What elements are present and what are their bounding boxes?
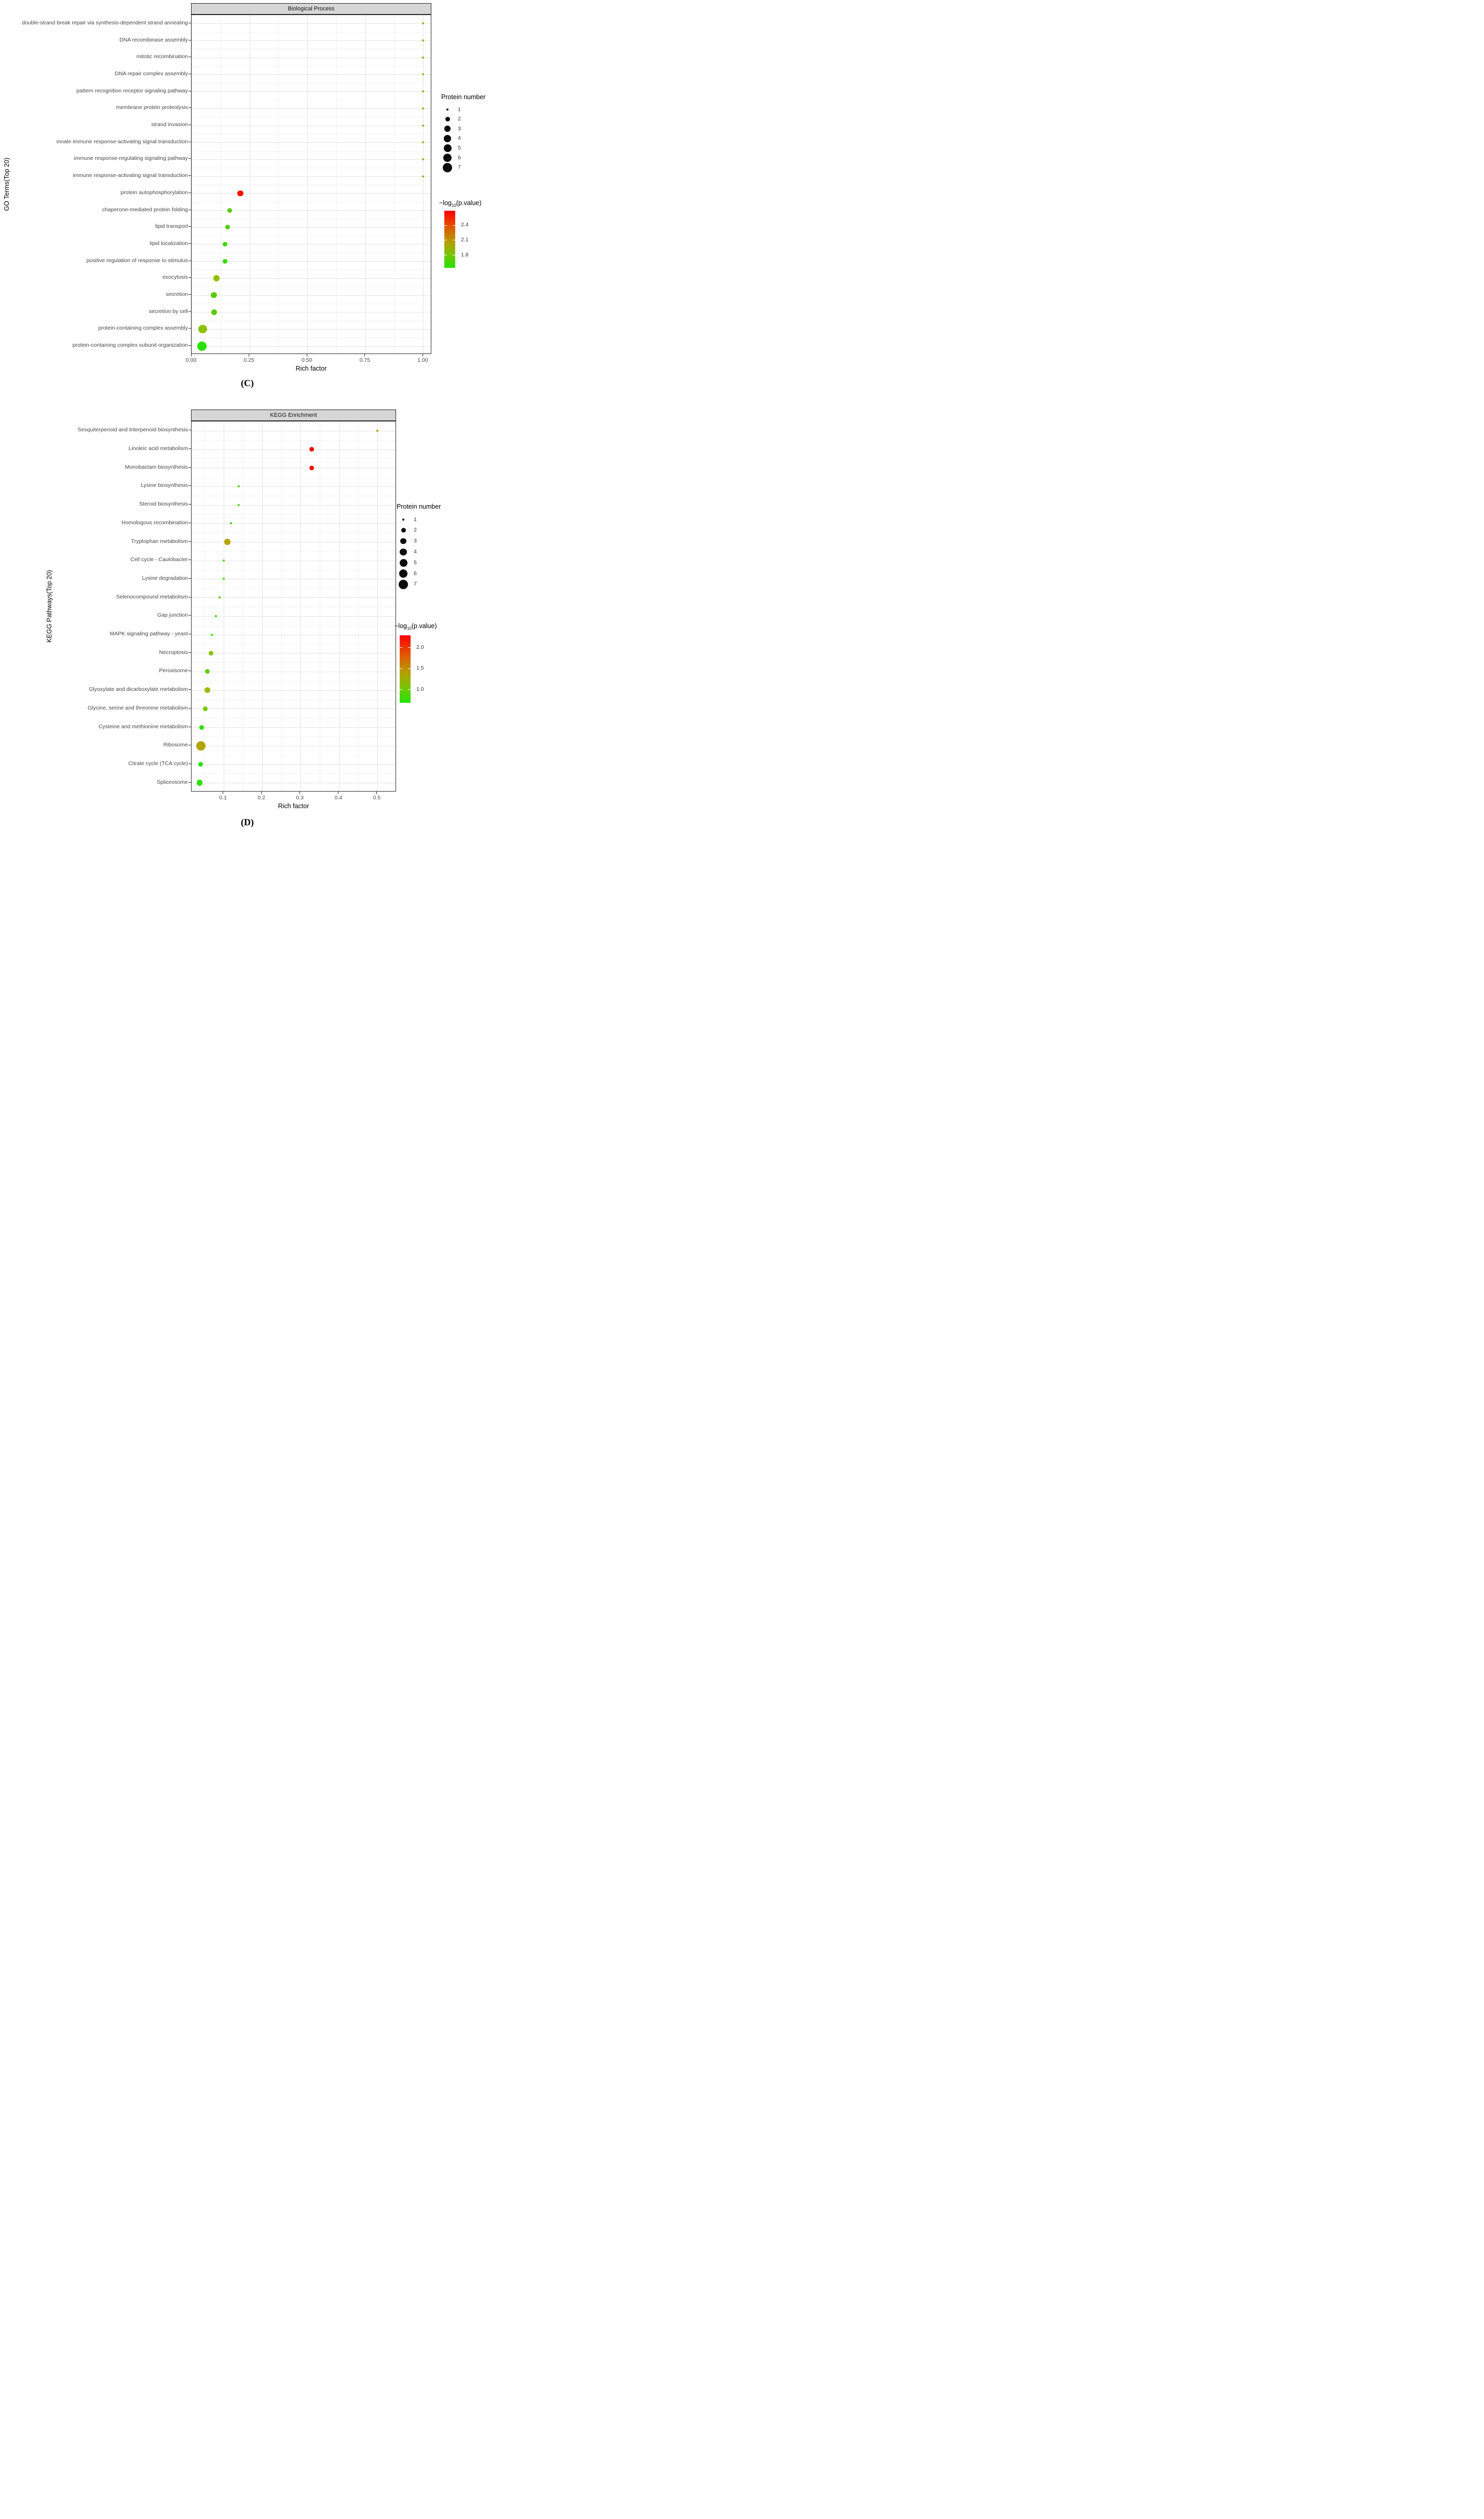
y-axis-label: positive regulation of response to stimulus (86, 257, 188, 264)
color-legend-tick (453, 225, 455, 226)
y-axis-label: protein-containing complex subunit organization (72, 342, 188, 349)
gridline (192, 505, 396, 506)
size-legend-dot (444, 144, 452, 152)
y-axis-label: innate immune response-activating signal transduction (56, 138, 188, 145)
y-axis-label: lipid transport (155, 223, 188, 230)
gridline (192, 151, 431, 152)
gridline (192, 295, 431, 296)
y-tick-mark (188, 485, 191, 486)
color-legend-tick-label: 1.8 (461, 251, 469, 258)
color-legend-tick (400, 647, 402, 648)
gridline (192, 773, 396, 774)
data-point (198, 325, 207, 334)
data-point (211, 292, 217, 298)
data-point (238, 504, 240, 506)
y-tick-mark (188, 328, 191, 329)
color-legend-title-sub: 10 (451, 203, 456, 208)
y-axis-label: Linoleic acid metabolism (128, 445, 188, 452)
size-legend-value: 1 (458, 106, 461, 113)
y-axis-label: Gap junction (157, 612, 188, 619)
gridline (192, 588, 396, 589)
data-point (230, 522, 232, 524)
size-legend-dot (446, 108, 448, 111)
y-axis-label: chaperone-mediated protein folding (102, 206, 188, 213)
y-axis-label: Monobactam biosynthesis (125, 464, 188, 470)
y-axis-label: mitotic recombination (136, 53, 188, 60)
color-legend-title-post: (p.value) (411, 622, 437, 630)
data-point (237, 190, 243, 197)
size-legend-value: 6 (414, 570, 417, 577)
data-point (309, 447, 314, 452)
y-tick-mark (188, 277, 191, 278)
y-axis-label: Glycine, serine and threonine metabolism (87, 704, 188, 711)
size-legend-dot (445, 117, 450, 121)
data-point (211, 309, 217, 316)
data-point (211, 634, 213, 636)
size-legend-value: 4 (414, 548, 417, 555)
x-tick-label: 1.00 (417, 357, 428, 363)
gridline (192, 100, 431, 101)
y-tick-mark (188, 243, 191, 244)
gridline (192, 32, 431, 33)
y-axis-label: Cell cycle - Caulobacter (130, 556, 188, 563)
y-tick-mark (188, 782, 191, 783)
gridline (192, 690, 396, 691)
x-tick-label: 0.25 (243, 357, 254, 363)
color-legend-tick-label: 2.0 (416, 644, 424, 650)
gridline (192, 514, 396, 515)
size-legend-dot (400, 559, 407, 567)
data-point (223, 560, 225, 562)
x-axis-title: Rich factor (278, 802, 309, 810)
y-axis-label: protein autophosphorylation (120, 189, 188, 196)
gridline (192, 625, 396, 626)
y-tick-mark (188, 578, 191, 579)
y-tick-mark (188, 467, 191, 468)
x-axis-title: Rich factor (295, 365, 327, 372)
data-point (422, 22, 424, 24)
facet-title: Biological Process (288, 6, 335, 12)
y-axis-label: Spliceosome (156, 779, 188, 785)
y-axis-label: Ribosome (163, 742, 188, 748)
size-legend-value: 2 (458, 116, 461, 122)
size-legend-value: 6 (458, 154, 461, 161)
y-axis-label: DNA recombinase assembly (119, 36, 188, 43)
y-tick-mark (188, 311, 191, 312)
data-point (422, 158, 424, 160)
data-point (215, 615, 217, 617)
color-gradient-bar (444, 211, 455, 268)
y-axis-label: strand invasion (151, 121, 188, 128)
y-tick-mark (188, 615, 191, 616)
data-point (197, 780, 203, 786)
x-tick-mark (191, 354, 192, 357)
data-point (376, 430, 378, 432)
y-axis-label: protein-containing complex assembly (98, 325, 188, 332)
gridline (192, 440, 396, 441)
gridline (192, 142, 431, 143)
enrichment-figure (0, 0, 495, 840)
gridline (192, 261, 431, 262)
color-legend-title-pre: −log (394, 622, 407, 630)
x-tick-label: 0.00 (185, 357, 197, 363)
data-point (422, 73, 424, 75)
data-point (213, 275, 220, 281)
y-axis-label: Citrate cycle (TCA cycle) (128, 760, 188, 767)
x-tick-label: 0.1 (219, 795, 227, 801)
y-axis-label: MAPK signaling pathway - yeast (110, 631, 188, 637)
size-legend-dot (400, 538, 406, 544)
data-point (205, 669, 210, 674)
y-tick-mark (188, 652, 191, 653)
data-point (422, 90, 424, 92)
x-tick-mark (261, 792, 262, 794)
panel-caption: (D) (241, 817, 254, 827)
size-legend-title: Protein number (397, 503, 441, 510)
facet-strip (191, 410, 396, 421)
panel-caption: (C) (241, 378, 254, 388)
y-axis-label: Steroid biosynthesis (139, 501, 188, 508)
data-point (196, 741, 206, 751)
color-legend-tick (444, 225, 447, 226)
facet-strip (191, 3, 431, 15)
data-point (422, 125, 424, 127)
data-point (422, 107, 424, 110)
x-tick-label: 0.3 (296, 795, 304, 801)
gridline (192, 458, 396, 459)
data-point (203, 706, 208, 711)
gridline (192, 108, 431, 109)
color-legend-title (394, 622, 437, 631)
size-legend-value: 7 (458, 164, 461, 171)
color-legend-title (439, 199, 482, 208)
plot-panel (191, 421, 396, 792)
y-tick-mark (188, 689, 191, 690)
x-tick-mark (299, 792, 300, 794)
color-legend-tick (408, 689, 411, 690)
data-point (309, 466, 314, 470)
size-legend-value: 1 (414, 516, 417, 523)
y-axis-label: Glyoxylate and dicarboxylate metabolism (89, 686, 188, 693)
y-tick-mark (188, 448, 191, 449)
gridline (192, 755, 396, 756)
gridline (192, 551, 396, 552)
data-point (422, 57, 424, 59)
gridline (192, 159, 431, 160)
gridline (192, 523, 396, 524)
data-point (238, 485, 240, 487)
size-legend-value: 2 (414, 527, 417, 534)
gridline (192, 74, 431, 75)
gridline (192, 346, 431, 347)
size-legend-dot (443, 163, 452, 172)
x-tick-label: 0.4 (334, 795, 343, 801)
data-point (223, 259, 227, 264)
y-axis-label: Tryptophan metabolism (131, 538, 188, 544)
x-tick-mark (364, 354, 365, 357)
y-axis-label: exocytosis (162, 274, 188, 281)
y-tick-mark (188, 107, 191, 108)
y-tick-mark (188, 226, 191, 227)
color-gradient-bar (400, 635, 411, 703)
color-legend-tick-label: 1.5 (416, 665, 424, 672)
size-legend-dot (401, 528, 406, 533)
gridline (192, 764, 396, 765)
y-axis-label: secretion by cell (148, 308, 188, 315)
gridline (192, 193, 431, 194)
y-axis-title: KEGG Pathways(Top 20) (46, 570, 53, 643)
plot-panel (191, 15, 431, 354)
gridline (192, 727, 396, 728)
facet-title: KEGG Enrichment (270, 412, 317, 418)
x-tick-label: 0.75 (359, 357, 371, 363)
data-point (223, 242, 227, 247)
data-point (223, 578, 225, 580)
color-legend-tick (408, 647, 411, 648)
size-legend-value: 4 (458, 135, 461, 142)
size-legend-value: 5 (458, 144, 461, 151)
y-tick-mark (188, 504, 191, 505)
x-tick-label: 0.50 (302, 357, 312, 363)
y-axis-label: Selenocompound metabolism (116, 593, 188, 600)
gridline (192, 91, 431, 92)
data-point (205, 687, 211, 693)
data-point (225, 225, 230, 229)
y-axis-label: Lysine degradation (142, 575, 188, 581)
data-point (227, 208, 232, 213)
color-legend-tick-label: 2.1 (461, 236, 469, 243)
y-axis-label: Homologous recombination (121, 519, 188, 526)
y-axis-label: lipid localization (149, 240, 188, 247)
size-legend-dot (443, 154, 452, 162)
color-legend-title-pre: −log (439, 199, 452, 207)
data-point (198, 762, 203, 767)
size-legend-dot (444, 126, 451, 132)
y-axis-label: membrane protein proteolysis (116, 104, 188, 111)
gridline (192, 597, 396, 598)
size-legend-dot (399, 580, 408, 589)
gridline (192, 278, 431, 279)
data-point (422, 39, 424, 42)
y-axis-label: immune response-regulating signaling pathway (74, 155, 188, 162)
size-legend-value: 5 (414, 559, 417, 566)
y-tick-mark (188, 541, 191, 542)
y-axis-label: immune response-activating signal transduction (73, 172, 188, 179)
y-axis-label: double-strand break repair via synthesis-dependent strand annealing (22, 19, 188, 26)
data-point (199, 725, 204, 730)
x-tick-label: 0.5 (373, 795, 381, 801)
gridline (192, 662, 396, 663)
y-tick-mark (188, 175, 191, 176)
gridline (192, 23, 431, 24)
gridline (192, 40, 431, 41)
y-axis-label: Peroxisome (159, 668, 188, 674)
size-legend-dot (399, 569, 408, 578)
y-tick-mark (188, 158, 191, 159)
y-axis-label: Lysine biosynthesis (141, 482, 188, 489)
y-axis-label: Cysteine and methionine metabolism (98, 723, 188, 730)
data-point (422, 175, 424, 178)
x-tick-label: 0.2 (257, 795, 265, 801)
size-legend-value: 3 (458, 125, 461, 132)
y-tick-mark (188, 294, 191, 295)
y-axis-title: GO Terms(Top 20) (3, 157, 10, 211)
color-legend-title-post: (p.value) (456, 199, 482, 207)
gridline (192, 681, 396, 682)
gridline (192, 616, 396, 617)
y-tick-mark (188, 345, 191, 346)
color-legend-tick (400, 689, 402, 690)
size-legend-dot (400, 549, 407, 556)
gridline (192, 83, 431, 84)
size-legend-dot (444, 135, 451, 142)
y-axis-label: secretion (166, 291, 188, 298)
gridline (192, 477, 396, 478)
y-axis-label: pattern recognition receptor signaling pathway (76, 87, 188, 94)
data-point (209, 651, 213, 656)
data-point (197, 342, 207, 351)
y-tick-mark (188, 708, 191, 709)
data-point (224, 539, 230, 545)
data-point (422, 141, 424, 143)
gridline (192, 486, 396, 487)
y-axis-label: DNA repair complex assembly (115, 70, 188, 77)
color-legend-tick-label: 2.4 (461, 222, 469, 228)
size-legend-value: 7 (414, 581, 417, 588)
y-axis-label: Sesquiterpenoid and triterpenoid biosynthesis (77, 427, 188, 433)
color-legend-title-sub: 10 (406, 626, 412, 631)
gridline (192, 329, 431, 330)
size-legend-value: 3 (414, 538, 417, 544)
y-axis-label: Necroptosis (159, 649, 188, 656)
data-point (219, 596, 221, 598)
x-tick-mark (376, 792, 377, 794)
size-legend-title: Protein number (441, 93, 486, 101)
color-legend-tick-label: 1.0 (416, 686, 424, 692)
gridline (192, 176, 431, 177)
gridline (192, 337, 431, 338)
size-legend-dot (402, 519, 404, 521)
